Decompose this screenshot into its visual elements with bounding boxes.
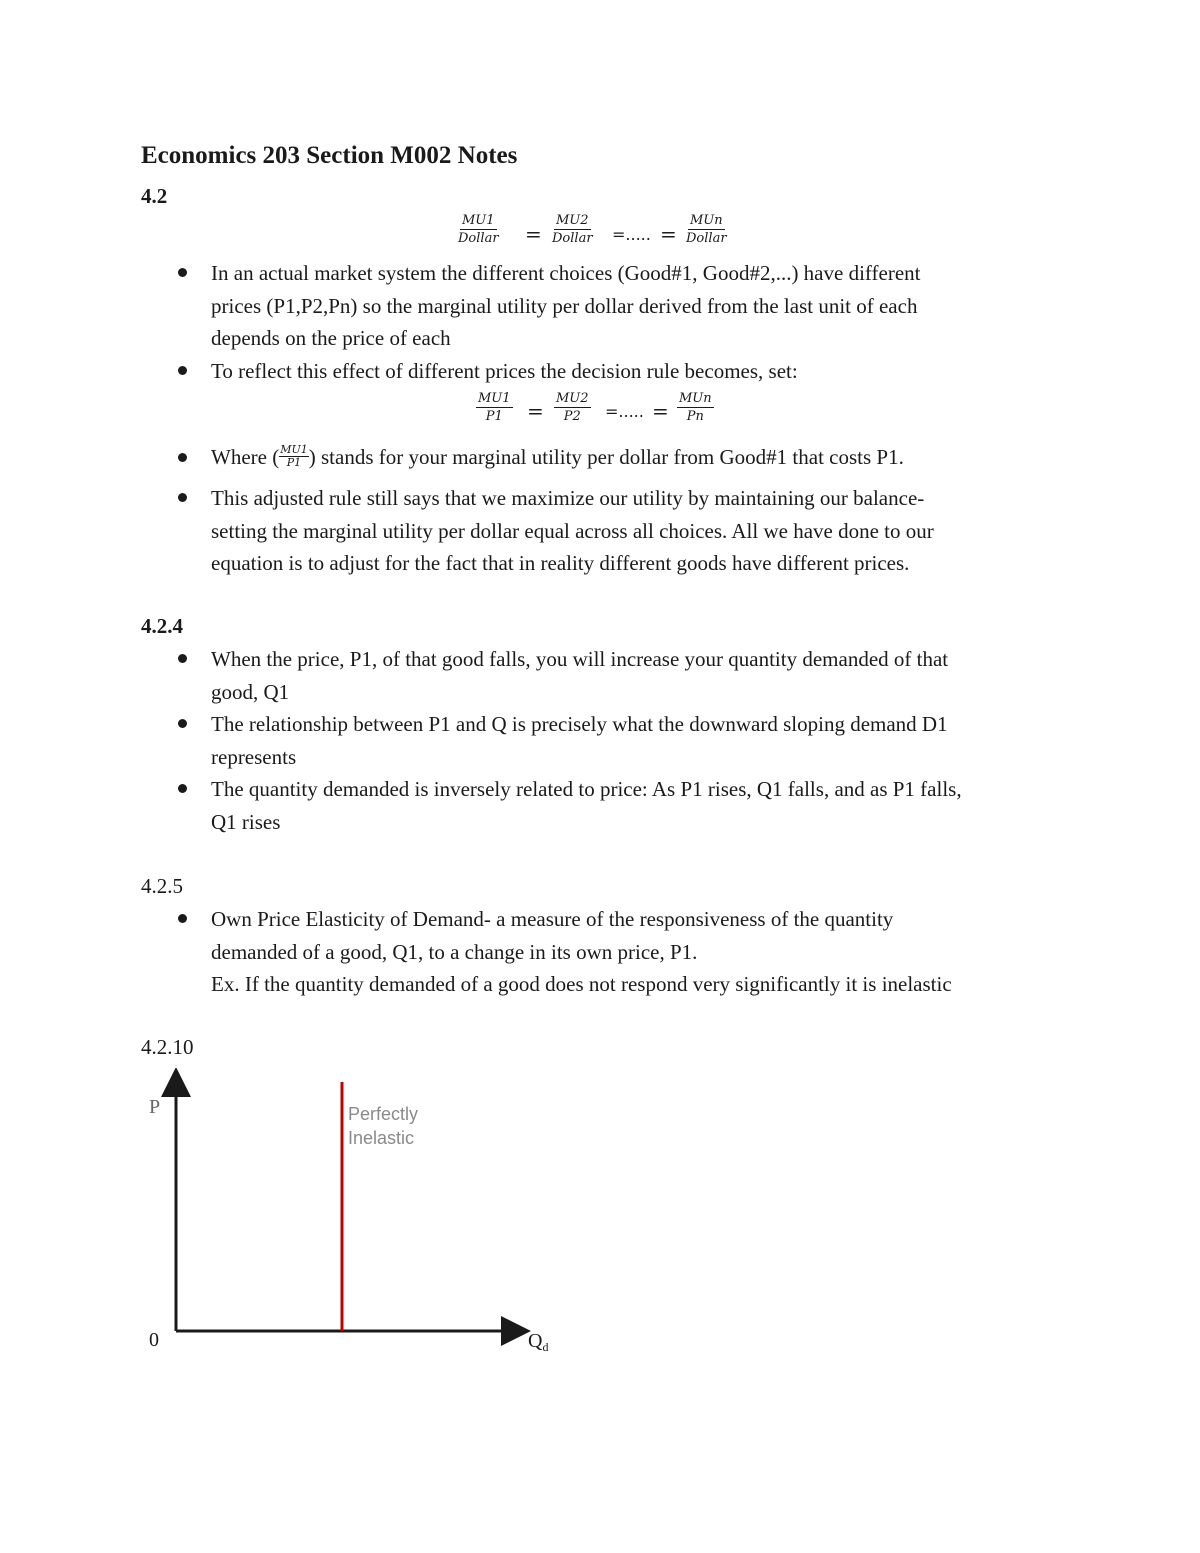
- equals-sign: =: [652, 399, 669, 423]
- section-heading-4-2-10: 4.2.10: [141, 1035, 194, 1059]
- bullet-icon: [178, 453, 187, 462]
- inline-fraction-mu1-p1: $\frac{MU1}{P1}$: [280, 442, 308, 469]
- section-heading-4-2-4: 4.2.4: [141, 614, 183, 638]
- document-title: Economics 203 Section M002 Notes: [141, 142, 518, 169]
- bullet-icon: [178, 268, 187, 277]
- bullet-icon: [178, 784, 187, 793]
- bullet-text-where: Where ( $\frac{MU1}{P1}$ ) stands for your marginal utility per dollar from Good#1 that costs P1.: [211, 442, 904, 469]
- fraction-mu2-p2: $\frac{MU2}{P2}$: [556, 391, 589, 424]
- fraction-mu1-p1: $\frac{MU1}{P1}$: [478, 391, 511, 424]
- bullet-text-market-system: In an actual market system the different choices (Good#1, Good#2,...) have different prices (P1,P2,Pn) so the marginal utility per dollar derived from the last unit of each depends on the price of each: [211, 261, 921, 350]
- bullet-text-elasticity: Own Price Elasticity of Demand- a measure of the responsiveness of the quantity demanded of a good, Q1, to a change in its own price, P1. Ex. If the quantity demanded of a good does not respond very significantly it is inelastic: [211, 907, 952, 996]
- section-heading-4-2: 4.2: [141, 184, 168, 208]
- bullet-text-relationship: The relationship between P1 and Q is precisely what the downward sloping demand D1 represents: [211, 712, 948, 769]
- equals-ellipsis: =.....: [612, 225, 651, 244]
- equals-sign: =: [527, 399, 544, 423]
- bullet-icon: [178, 719, 187, 728]
- bullet-icon: [178, 366, 187, 375]
- bullet-text-inverse-relation: The quantity demanded is inversely related to price: As P1 rises, Q1 falls, and as P1 falls, Q1 rises: [211, 777, 962, 834]
- bullet-text-adjusted-rule: This adjusted rule still says that we maximize our utility by maintaining our balance- setting the marginal utility per dollar equal across all choices. All we have done to our equation is to adjust for the fact that in reality different goods have different prices.: [211, 486, 934, 575]
- fraction-mu1-dollar: MU1 Dollar: [458, 213, 499, 246]
- section-heading-4-2-5: 4.2.5: [141, 874, 183, 898]
- fraction-mu2-dollar: MU2 Dollar: [552, 213, 593, 246]
- curve-label-line-2: Inelastic: [348, 1128, 415, 1148]
- y-axis-label: P: [149, 1096, 161, 1118]
- bullet-icon: [178, 914, 187, 923]
- equals-ellipsis: =.....: [605, 402, 644, 421]
- fraction-mun-dollar: MUn Dollar: [686, 213, 727, 246]
- fraction-mun-pn: MUn Pn: [679, 391, 712, 424]
- x-axis-label: $Q_d$: [528, 1330, 549, 1354]
- bullet-text-decision-rule: To reflect this effect of different prices the decision rule becomes, set:: [211, 359, 798, 383]
- bullet-icon: [178, 654, 187, 663]
- bullet-icon: [178, 493, 187, 502]
- bullet-text-price-falls: When the price, P1, of that good falls, you will increase your quantity demanded of that good, Q1: [211, 647, 949, 704]
- origin-label: 0: [149, 1329, 159, 1351]
- equals-sign: =: [660, 222, 677, 246]
- curve-label-line-1: Perfectly: [348, 1104, 419, 1124]
- equals-sign: =: [525, 222, 542, 246]
- perfectly-inelastic-demand-chart: [130, 1068, 570, 1368]
